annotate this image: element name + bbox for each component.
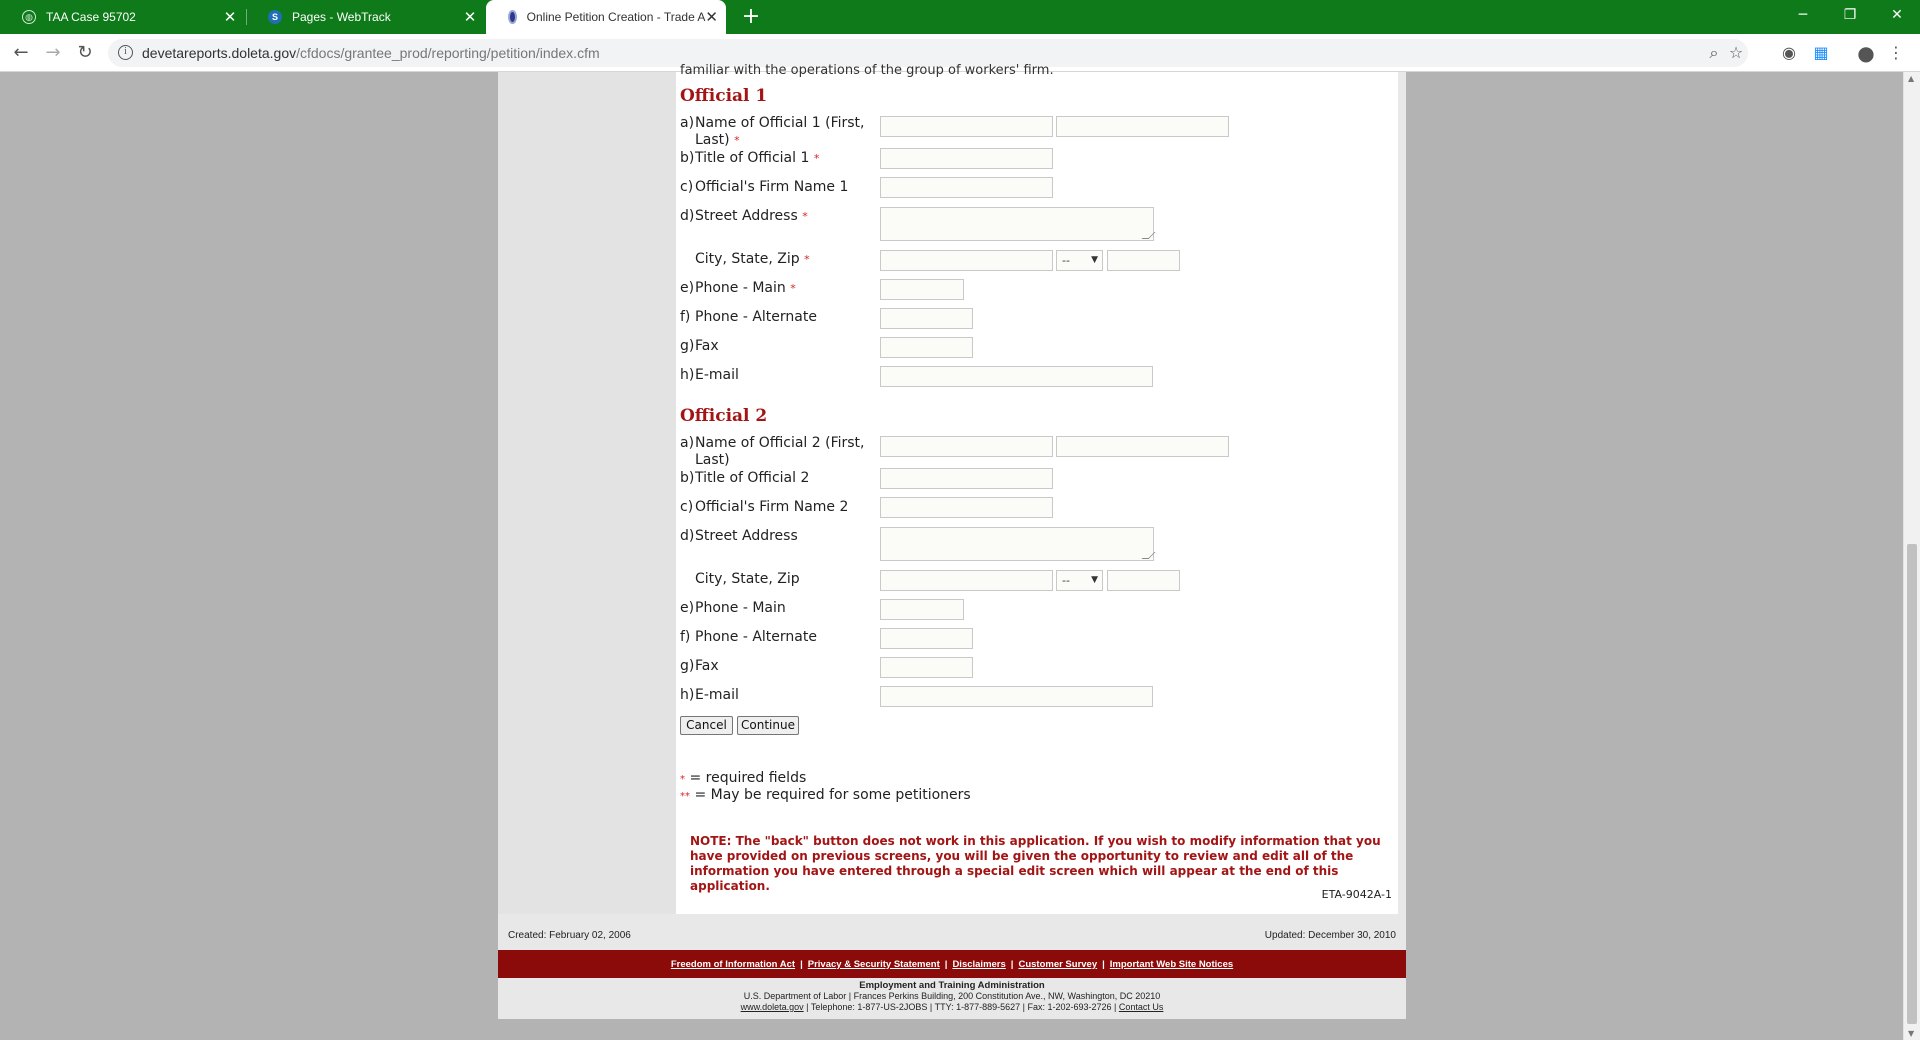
official-1-alt-phone-label <box>680 309 880 326</box>
official-2-fax-label <box>680 658 880 675</box>
label-text: Title of Official 2 <box>695 470 810 486</box>
official-1-zip-input[interactable] <box>1107 250 1180 271</box>
label-text: Official's Firm Name 1 <box>695 179 849 195</box>
bookmark-star-icon[interactable]: ☆ <box>1728 43 1744 62</box>
tab-title: Pages - WebTrack <box>292 10 391 24</box>
dol-seal-icon <box>508 10 517 24</box>
official-1-name-label <box>680 115 880 149</box>
globe-icon: ◍ <box>22 10 36 24</box>
footer-contact <box>498 980 1406 1013</box>
label-text: City, State, Zip <box>695 571 800 587</box>
label-text: Street Address <box>695 528 798 544</box>
official-1-title-label <box>680 150 880 167</box>
label-text: City, State, Zip <box>695 251 800 267</box>
forward-arrow-icon[interactable]: → <box>45 42 61 63</box>
tab-title: TAA Case 95702 <box>46 10 136 24</box>
item-letter: d) <box>680 208 695 224</box>
back-arrow-icon[interactable]: ← <box>13 42 29 63</box>
new-tab-button[interactable]: + <box>741 4 761 29</box>
item-letter: c) <box>680 499 694 515</box>
created-date: Created: February 02, 2006 <box>508 930 631 941</box>
reload-icon[interactable]: ↻ <box>77 42 93 63</box>
tab-taa-case[interactable] <box>0 0 246 34</box>
required-marker: * <box>680 774 685 785</box>
official-2-last-name-input[interactable] <box>1056 436 1229 457</box>
official-2-phone-label <box>680 600 880 617</box>
item-letter: c) <box>680 179 694 195</box>
official-2-first-name-input[interactable] <box>880 436 1053 457</box>
link-separator: | <box>1010 958 1014 970</box>
required-marker: * <box>734 134 740 147</box>
cancel-button[interactable]: Cancel <box>680 716 733 735</box>
extension-icon[interactable]: ◉ <box>1782 43 1796 62</box>
item-letter: f) <box>680 629 691 645</box>
item-letter: f) <box>680 309 691 325</box>
official-2-city-state-zip-label <box>695 571 895 588</box>
item-letter: e) <box>680 280 695 296</box>
footer-org-name: Employment and Training Administration <box>859 980 1045 991</box>
sharepoint-icon: S <box>268 10 282 24</box>
label-text: Name of Official 2 (First, <box>695 435 865 451</box>
item-letter: h) <box>680 367 695 383</box>
official-2-zip-input[interactable] <box>1107 570 1180 591</box>
link-separator: | <box>800 958 803 970</box>
official-2-city-input[interactable] <box>880 570 1053 591</box>
disclaimers-link[interactable]: Disclaimers <box>952 958 1006 970</box>
continue-button[interactable]: Continue <box>737 716 799 735</box>
tab-title: Online Petition Creation - Trade A <box>526 10 706 24</box>
select-value: -- <box>1062 254 1070 267</box>
dropdown-arrow-icon: ▼ <box>1091 255 1098 265</box>
official-2-street-textarea[interactable] <box>880 527 1154 561</box>
official-2-state-select[interactable] <box>1056 570 1103 591</box>
official-2-email-input[interactable] <box>880 686 1153 707</box>
contact-us-link[interactable]: Contact Us <box>1118 1002 1164 1012</box>
official-2-email-label <box>680 687 880 704</box>
url-path: /cfdocs/grantee_prod/reporting/petition/index.cfm <box>296 45 600 61</box>
vertical-scrollbar[interactable] <box>1903 72 1920 1040</box>
tab-webtrack[interactable] <box>246 0 486 34</box>
official-2-firm-input[interactable] <box>880 497 1053 518</box>
link-separator: | <box>944 958 948 970</box>
item-letter: d) <box>680 528 695 544</box>
label-text: E-mail <box>695 367 739 383</box>
profile-avatar-icon[interactable]: ● <box>1857 41 1875 65</box>
page-container <box>498 63 1406 1019</box>
official-1-alt-phone-input[interactable] <box>880 308 973 329</box>
select-value: -- <box>1062 574 1070 587</box>
back-button-note: NOTE: The "back" button does not work in this application. If you wish to modify information that you have provided on previous screens, you will be given the opportunity to review and edit all of the information you have entered through a special edit screen which will appear at the end of this application. <box>690 834 1381 893</box>
url-host: devetareports.doleta.gov <box>142 45 297 61</box>
official-1-city-input[interactable] <box>880 250 1053 271</box>
official-1-fax-label <box>680 338 880 355</box>
official-1-last-name-input[interactable] <box>1056 116 1229 137</box>
label-text: Title of Official 1 <box>695 150 810 166</box>
footer-contact-line <box>498 1002 1406 1013</box>
official-1-phone-label <box>680 280 880 297</box>
official-2-name-label <box>680 435 880 469</box>
web-site-notices-link[interactable]: Important Web Site Notices <box>1109 958 1234 970</box>
official-1-email-label <box>680 367 880 384</box>
tab-online-petition[interactable] <box>486 0 726 34</box>
close-window-button[interactable]: ✕ <box>1891 7 1903 23</box>
privacy-link[interactable]: Privacy & Security Statement <box>807 958 940 970</box>
scroll-up-icon[interactable]: ▲ <box>1908 74 1915 83</box>
label-text: Phone - Main <box>695 600 786 616</box>
label-text: Last) <box>695 132 730 148</box>
official-1-first-name-input[interactable] <box>880 116 1053 137</box>
label-text: E-mail <box>695 687 739 703</box>
official-2-street-label <box>680 528 880 545</box>
label-text: Fax <box>695 338 719 354</box>
item-letter: e) <box>680 600 695 616</box>
restore-button[interactable]: ❐ <box>1843 7 1857 23</box>
label-text: Fax <box>695 658 719 674</box>
info-icon[interactable]: i <box>118 45 133 60</box>
official-1-firm-label <box>680 179 880 196</box>
legend-text: = May be required for some petitioners <box>694 787 971 803</box>
official-1-firm-input[interactable] <box>880 177 1053 198</box>
link-separator: | <box>1102 958 1105 970</box>
footer-phone-text: | Telephone: 1-877-US-2JOBS | TTY: 1-877-889-5627 | Fax: 1-202-693-2726 | <box>803 1002 1119 1012</box>
maybe-required-marker: ** <box>680 791 690 802</box>
official-2-heading: Official 2 <box>680 406 768 426</box>
official-2-firm-label <box>680 499 880 516</box>
dropdown-arrow-icon: ▼ <box>1091 575 1098 585</box>
required-marker: * <box>804 253 810 266</box>
foia-link[interactable]: Freedom of Information Act <box>670 958 796 970</box>
scroll-down-icon[interactable]: ▼ <box>1908 1029 1915 1038</box>
required-fields-legend <box>680 770 806 786</box>
item-letter: g) <box>680 338 695 354</box>
close-tab-icon[interactable]: ✕ <box>705 9 718 26</box>
official-2-alt-phone-label <box>680 629 880 646</box>
official-1-city-state-zip-label <box>695 251 895 268</box>
official-1-heading: Official 1 <box>680 86 768 106</box>
label-text: Name of Official 1 (First, <box>695 115 865 131</box>
menu-kebab-icon[interactable]: ⋮ <box>1888 43 1904 62</box>
footer-address: U.S. Department of Labor | Frances Perkins Building, 200 Constitution Ave., NW, Washington, DC 20210 <box>743 991 1161 1001</box>
required-marker: * <box>802 210 808 223</box>
official-1-street-label <box>680 208 880 225</box>
page-viewport <box>0 63 1920 1040</box>
label-text: Phone - Main <box>695 280 786 296</box>
minimize-button[interactable]: ─ <box>1798 7 1808 23</box>
zoom-icon[interactable]: ⌕ <box>1709 43 1719 62</box>
url-text[interactable] <box>142 45 600 61</box>
official-2-title-label <box>680 470 880 487</box>
official-1-street-textarea[interactable] <box>880 207 1154 241</box>
required-marker: * <box>813 152 820 165</box>
item-letter: a) <box>680 435 695 451</box>
petition-form <box>676 63 1398 914</box>
label-text: Last) <box>695 452 730 468</box>
updated-date: Updated: December 30, 2010 <box>1264 930 1396 941</box>
label-text: Phone - Alternate <box>695 309 817 325</box>
official-1-title-input[interactable] <box>880 148 1053 169</box>
windows-extension-icon[interactable]: ▦ <box>1813 43 1829 62</box>
official-1-state-select[interactable] <box>1056 250 1103 271</box>
official-2-fax-input[interactable] <box>880 657 973 678</box>
official-2-alt-phone-input[interactable] <box>880 628 973 649</box>
close-tab-icon[interactable]: ✕ <box>463 9 477 26</box>
close-tab-icon[interactable]: ✕ <box>223 9 237 26</box>
official-2-title-input[interactable] <box>880 468 1053 489</box>
label-text: Phone - Alternate <box>695 629 817 645</box>
label-text: Street Address <box>695 208 798 224</box>
left-navigation-column <box>498 72 676 914</box>
item-letter: h) <box>680 687 695 703</box>
partial-question-text: familiar with the operations of the group of workers' firm. <box>680 63 1054 78</box>
customer-survey-link[interactable]: Customer Survey <box>1018 958 1098 970</box>
scrollbar-thumb[interactable] <box>1907 544 1917 1024</box>
legend-text: = required fields <box>689 770 807 786</box>
footer-link-bar <box>498 950 1406 978</box>
official-2-phone-input[interactable] <box>880 599 964 620</box>
label-text: Official's Firm Name 2 <box>695 499 849 515</box>
official-1-fax-input[interactable] <box>880 337 973 358</box>
item-letter: g) <box>680 658 695 674</box>
required-marker: * <box>790 282 796 295</box>
item-letter: b) <box>680 150 695 166</box>
form-id: ETA-9042A-1 <box>1321 888 1392 901</box>
official-1-phone-input[interactable] <box>880 279 964 300</box>
doleta-link[interactable]: www.doleta.gov <box>740 1002 804 1012</box>
item-letter: b) <box>680 470 695 486</box>
maybe-required-legend <box>680 787 971 803</box>
item-letter: a) <box>680 115 695 131</box>
official-1-email-input[interactable] <box>880 366 1153 387</box>
tab-bar <box>0 0 1920 34</box>
